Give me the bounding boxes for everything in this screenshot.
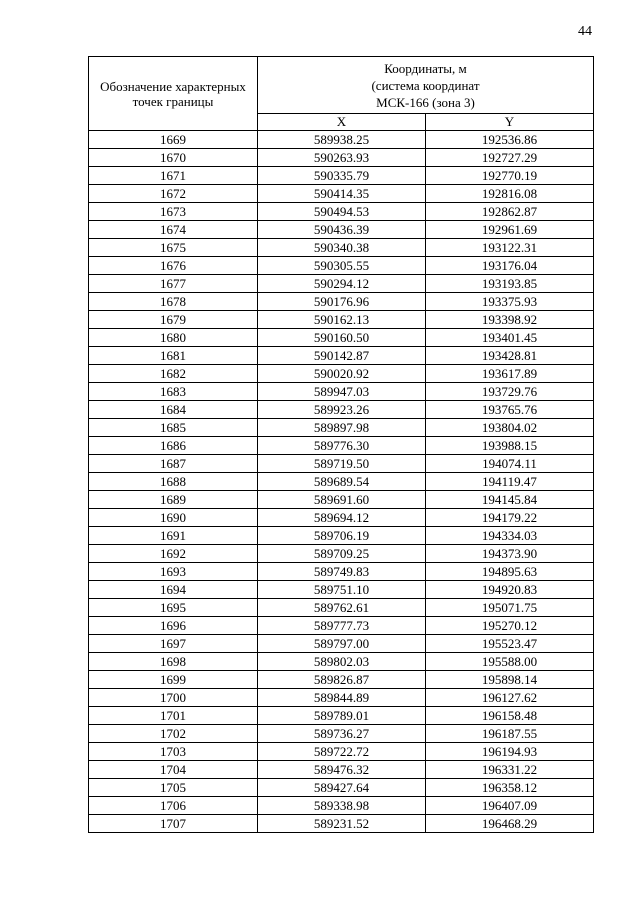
x-coordinate-cell: 589231.52 — [258, 815, 426, 833]
table-row — [89, 419, 594, 437]
coordinates-header-line3: МСК-166 (зона 3) — [376, 94, 475, 110]
point-id-cell: 1695 — [89, 599, 258, 617]
point-id-cell: 1704 — [89, 761, 258, 779]
point-id-cell: 1678 — [89, 293, 258, 311]
x-coordinate-cell: 589897.98 — [258, 419, 426, 437]
table-row — [89, 761, 594, 779]
y-coordinate-cell: 196331.22 — [426, 761, 594, 779]
point-id-cell: 1687 — [89, 455, 258, 473]
x-coordinate-cell: 589802.03 — [258, 653, 426, 671]
x-coordinate-cell: 590176.96 — [258, 293, 426, 311]
table-row — [89, 311, 594, 329]
x-coordinate-cell: 589694.12 — [258, 509, 426, 527]
x-header: X — [258, 114, 426, 131]
y-coordinate-cell: 196194.93 — [426, 743, 594, 761]
y-coordinate-cell: 196127.62 — [426, 689, 594, 707]
table-row — [89, 797, 594, 815]
table-row — [89, 743, 594, 761]
x-coordinate-cell: 589749.83 — [258, 563, 426, 581]
y-coordinate-cell: 193617.89 — [426, 365, 594, 383]
table-row — [89, 365, 594, 383]
table-row — [89, 293, 594, 311]
x-coordinate-cell: 590160.50 — [258, 329, 426, 347]
table-row — [89, 509, 594, 527]
x-coordinate-cell: 589947.03 — [258, 383, 426, 401]
x-coordinate-cell: 590340.38 — [258, 239, 426, 257]
table-row — [89, 437, 594, 455]
point-id-cell: 1700 — [89, 689, 258, 707]
point-id-cell: 1692 — [89, 545, 258, 563]
y-coordinate-cell: 194373.90 — [426, 545, 594, 563]
point-id-cell: 1669 — [89, 131, 258, 149]
y-coordinate-cell: 196468.29 — [426, 815, 594, 833]
table-row — [89, 275, 594, 293]
x-coordinate-cell: 589844.89 — [258, 689, 426, 707]
point-id-cell: 1691 — [89, 527, 258, 545]
point-id-cell: 1676 — [89, 257, 258, 275]
y-coordinate-cell: 195270.12 — [426, 617, 594, 635]
x-coordinate-cell: 590305.55 — [258, 257, 426, 275]
table-row — [89, 383, 594, 401]
table-row — [89, 725, 594, 743]
x-coordinate-cell: 589706.19 — [258, 527, 426, 545]
y-coordinate-cell: 196187.55 — [426, 725, 594, 743]
point-id-cell: 1694 — [89, 581, 258, 599]
point-id-cell: 1674 — [89, 221, 258, 239]
y-coordinate-cell: 195523.47 — [426, 635, 594, 653]
point-id-cell: 1703 — [89, 743, 258, 761]
x-coordinate-cell: 590294.12 — [258, 275, 426, 293]
point-id-cell: 1693 — [89, 563, 258, 581]
y-coordinate-cell: 193988.15 — [426, 437, 594, 455]
y-coordinate-cell: 194145.84 — [426, 491, 594, 509]
designation-header: Обозначение характерных точек границы — [89, 57, 258, 131]
x-coordinate-cell: 589826.87 — [258, 671, 426, 689]
point-id-cell: 1686 — [89, 437, 258, 455]
x-coordinate-cell: 590335.79 — [258, 167, 426, 185]
table-row — [89, 635, 594, 653]
table-header — [89, 57, 594, 131]
table-row — [89, 563, 594, 581]
y-coordinate-cell: 196358.12 — [426, 779, 594, 797]
point-id-cell: 1698 — [89, 653, 258, 671]
table-row — [89, 347, 594, 365]
table-row — [89, 671, 594, 689]
point-id-cell: 1671 — [89, 167, 258, 185]
table-row — [89, 689, 594, 707]
x-coordinate-cell: 589751.10 — [258, 581, 426, 599]
y-coordinate-cell: 194334.03 — [426, 527, 594, 545]
y-coordinate-cell: 193401.45 — [426, 329, 594, 347]
point-id-cell: 1685 — [89, 419, 258, 437]
table-row — [89, 617, 594, 635]
table-row — [89, 473, 594, 491]
x-coordinate-cell: 589762.61 — [258, 599, 426, 617]
table-row — [89, 491, 594, 509]
y-coordinate-cell: 192770.19 — [426, 167, 594, 185]
point-id-cell: 1690 — [89, 509, 258, 527]
y-coordinate-cell: 193122.31 — [426, 239, 594, 257]
table-row — [89, 149, 594, 167]
table-row — [89, 221, 594, 239]
x-coordinate-cell: 589338.98 — [258, 797, 426, 815]
table-row — [89, 455, 594, 473]
table-body — [89, 131, 594, 833]
table-row — [89, 545, 594, 563]
y-coordinate-cell: 194920.83 — [426, 581, 594, 599]
point-id-cell: 1684 — [89, 401, 258, 419]
x-coordinate-cell: 590162.13 — [258, 311, 426, 329]
y-coordinate-cell: 193765.76 — [426, 401, 594, 419]
point-id-cell: 1701 — [89, 707, 258, 725]
y-coordinate-cell: 193729.76 — [426, 383, 594, 401]
x-coordinate-cell: 590142.87 — [258, 347, 426, 365]
y-coordinate-cell: 196407.09 — [426, 797, 594, 815]
y-coordinate-cell: 192816.08 — [426, 185, 594, 203]
point-id-cell: 1688 — [89, 473, 258, 491]
y-coordinate-cell: 195071.75 — [426, 599, 594, 617]
point-id-cell: 1683 — [89, 383, 258, 401]
x-coordinate-cell: 589427.64 — [258, 779, 426, 797]
table-row — [89, 203, 594, 221]
page-number: 44 — [578, 24, 592, 39]
table-row — [89, 131, 594, 149]
y-coordinate-cell: 192961.69 — [426, 221, 594, 239]
x-coordinate-cell: 589797.00 — [258, 635, 426, 653]
table-row — [89, 653, 594, 671]
table-row — [89, 239, 594, 257]
point-id-cell: 1670 — [89, 149, 258, 167]
table-row — [89, 401, 594, 419]
point-id-cell: 1702 — [89, 725, 258, 743]
y-coordinate-cell: 193428.81 — [426, 347, 594, 365]
point-id-cell: 1705 — [89, 779, 258, 797]
x-coordinate-cell: 589777.73 — [258, 617, 426, 635]
table-row — [89, 599, 594, 617]
table-row — [89, 779, 594, 797]
coordinates-table — [88, 56, 594, 833]
coordinates-header-line2: (система координат — [371, 77, 480, 93]
point-id-cell: 1673 — [89, 203, 258, 221]
table-row — [89, 329, 594, 347]
y-coordinate-cell: 195588.00 — [426, 653, 594, 671]
x-coordinate-cell: 589719.50 — [258, 455, 426, 473]
table-row — [89, 167, 594, 185]
point-id-cell: 1706 — [89, 797, 258, 815]
y-coordinate-cell: 194179.22 — [426, 509, 594, 527]
point-id-cell: 1699 — [89, 671, 258, 689]
header-row — [89, 57, 594, 114]
x-coordinate-cell: 589776.30 — [258, 437, 426, 455]
x-coordinate-cell: 590494.53 — [258, 203, 426, 221]
x-coordinate-cell: 590263.93 — [258, 149, 426, 167]
x-coordinate-cell: 589691.60 — [258, 491, 426, 509]
y-coordinate-cell: 193193.85 — [426, 275, 594, 293]
x-coordinate-cell: 589689.54 — [258, 473, 426, 491]
x-coordinate-cell: 590020.92 — [258, 365, 426, 383]
point-id-cell: 1675 — [89, 239, 258, 257]
point-id-cell: 1677 — [89, 275, 258, 293]
table-row — [89, 527, 594, 545]
x-coordinate-cell: 589722.72 — [258, 743, 426, 761]
x-coordinate-cell: 589923.26 — [258, 401, 426, 419]
coordinates-header — [258, 57, 594, 114]
point-id-cell: 1672 — [89, 185, 258, 203]
x-coordinate-cell: 589736.27 — [258, 725, 426, 743]
y-coordinate-cell: 193375.93 — [426, 293, 594, 311]
x-coordinate-cell: 589789.01 — [258, 707, 426, 725]
y-coordinate-cell: 196158.48 — [426, 707, 594, 725]
x-coordinate-cell: 590414.35 — [258, 185, 426, 203]
x-coordinate-cell: 589476.32 — [258, 761, 426, 779]
y-coordinate-cell: 194074.11 — [426, 455, 594, 473]
x-coordinate-cell: 590436.39 — [258, 221, 426, 239]
point-id-cell: 1707 — [89, 815, 258, 833]
point-id-cell: 1680 — [89, 329, 258, 347]
y-coordinate-cell: 194895.63 — [426, 563, 594, 581]
y-coordinate-cell: 195898.14 — [426, 671, 594, 689]
table-row — [89, 815, 594, 833]
point-id-cell: 1682 — [89, 365, 258, 383]
coordinates-header-line1: Координаты, м — [384, 60, 467, 76]
table-row — [89, 581, 594, 599]
y-coordinate-cell: 193176.04 — [426, 257, 594, 275]
x-coordinate-cell: 589709.25 — [258, 545, 426, 563]
y-coordinate-cell: 192862.87 — [426, 203, 594, 221]
point-id-cell: 1681 — [89, 347, 258, 365]
y-coordinate-cell: 192727.29 — [426, 149, 594, 167]
point-id-cell: 1679 — [89, 311, 258, 329]
point-id-cell: 1697 — [89, 635, 258, 653]
y-coordinate-cell: 193804.02 — [426, 419, 594, 437]
table-row — [89, 707, 594, 725]
point-id-cell: 1696 — [89, 617, 258, 635]
table-row — [89, 185, 594, 203]
x-coordinate-cell: 589938.25 — [258, 131, 426, 149]
point-id-cell: 1689 — [89, 491, 258, 509]
y-coordinate-cell: 192536.86 — [426, 131, 594, 149]
y-coordinate-cell: 194119.47 — [426, 473, 594, 491]
y-coordinate-cell: 193398.92 — [426, 311, 594, 329]
table-row — [89, 257, 594, 275]
y-header: Y — [426, 114, 594, 131]
